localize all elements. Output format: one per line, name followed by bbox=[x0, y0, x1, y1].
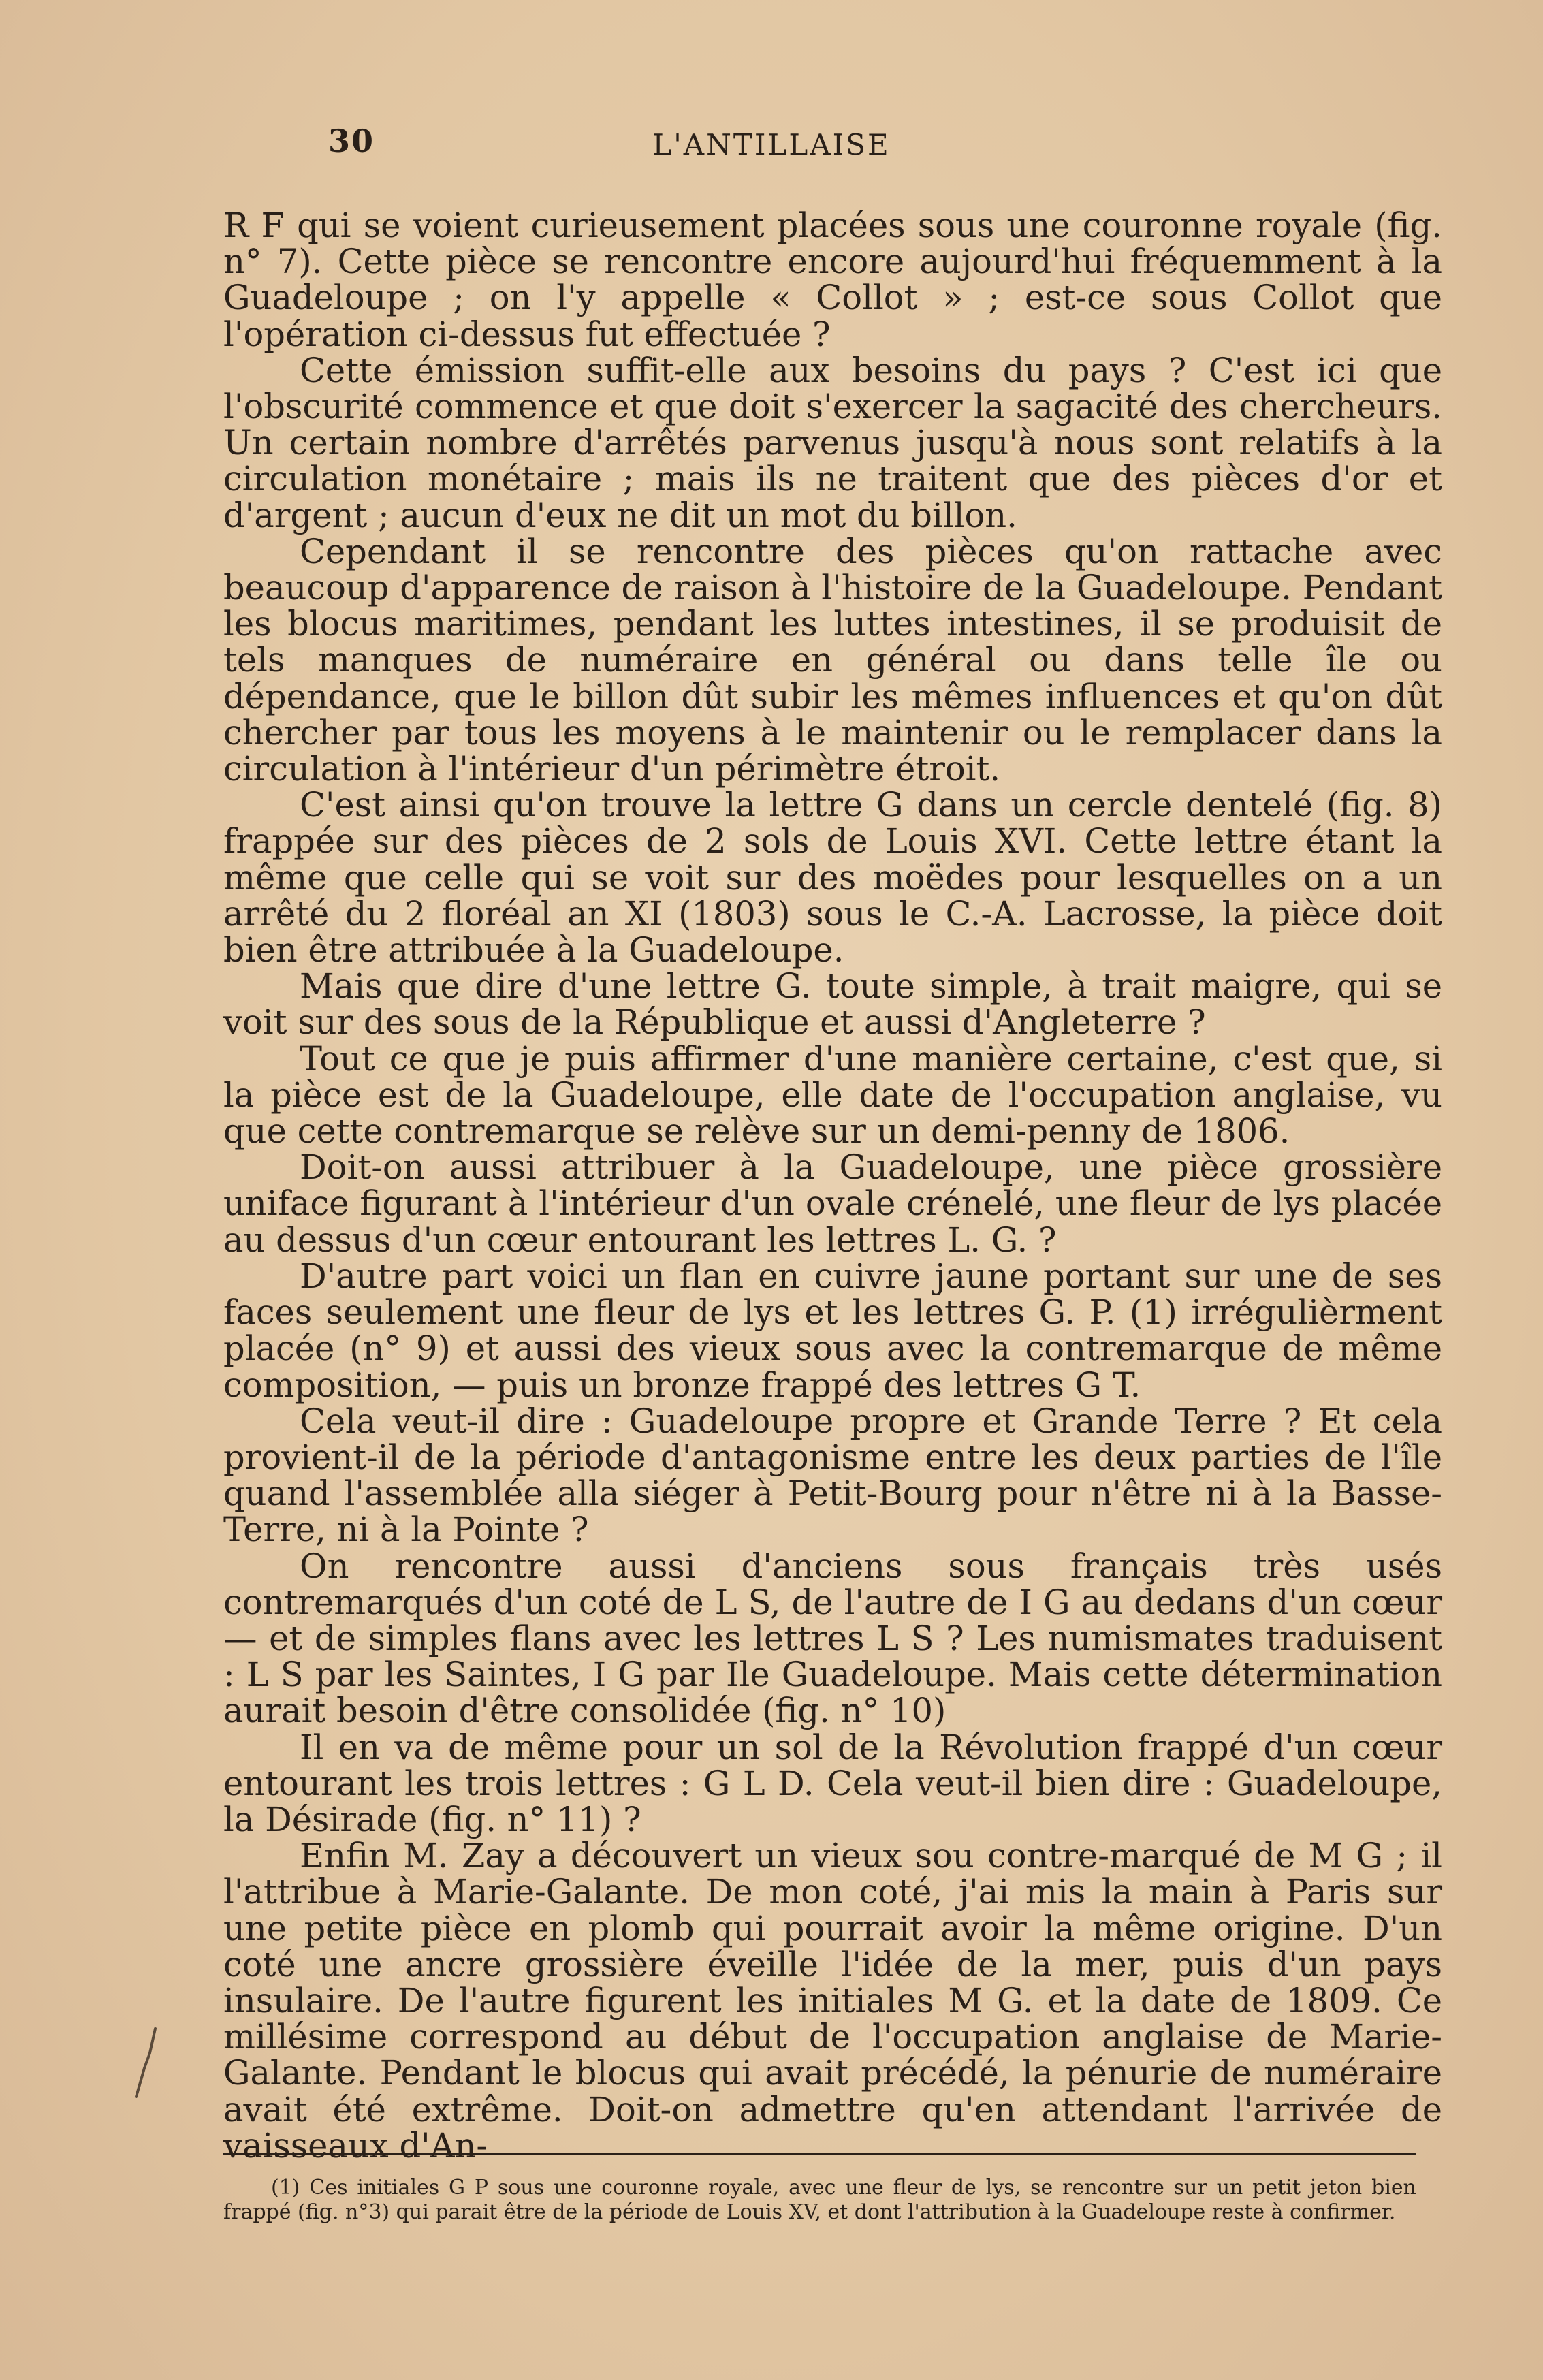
paragraph: C'est ainsi qu'on trouve la lettre G dans un cercle dentelé (fig. 8) frappée sur des pièces de 2 sols de Louis XVI. Cette lettre étant la même que celle qui se voit sur des moëdes pour lesquelles on a un arrêté du 2 floréal an XI (1803) sous le C.-A. Lacrosse, la pièce doit bien être attribuée à la Guadeloupe. bbox=[223, 785, 1442, 970]
paragraph: Cette émission suffit-elle aux besoins du pays ? C'est ici que l'obscurité commence et que doit s'exercer la sagacité des chercheurs. Un certain nombre d'arrêtés parvenus jusqu'à nous sont relatifs à la circulation monétaire ; mais ils ne traitent que des pièces d'or et d'argent ; aucun d'eux ne dit un mot du billon. bbox=[223, 350, 1442, 535]
paragraph: Enfin M. Zay a découvert un vieux sou contre-marqué de M G ; il l'attribue à Marie-Galante. De mon coté, j'ai mis la main à Paris sur une petite pièce en plomb qui pourrait avoir la même origine. D'un coté une ancre grossière éveille l'idée de la mer, puis d'un pays insulaire. De l'autre figurent les initiales M G. et la date de 1809. Ce millésime correspond au début de l'occupation anglaise de Marie-Galante. Pendant le blocus qui avait précédé, la pénurie de numéraire avait été extrême. Doit-on admettre qu'en attendant l'arrivée de vaisseaux d'An- bbox=[223, 1836, 1442, 2165]
body-text bbox=[223, 208, 1442, 2164]
pencil-mark-icon bbox=[129, 2026, 163, 2101]
paragraph: Il en va de même pour un sol de la Révolution frappé d'un cœur entourant les trois lettres : G L D. Cela veut-il bien dire : Guadeloupe, la Désirade (fig. n° 11) ? bbox=[223, 1727, 1442, 1839]
paragraph: Mais que dire d'une lettre G. toute simple, à trait maigre, qui se voit sur des sous de la République et aussi d'Angleterre ? bbox=[223, 966, 1442, 1043]
paragraph: Cependant il se rencontre des pièces qu'on rattache avec beaucoup d'apparence de raison à l'histoire de la Guadeloupe. Pendant les blocus maritimes, pendant les luttes intestines, il se produisit de tels manques de numéraire en général ou dans telle île ou dépendance, que le billon dût subir les mêmes influences et qu'on dût chercher par tous les moyens à le maintenir ou le remplacer dans la circulation à l'intérieur d'un périmètre étroit. bbox=[223, 531, 1442, 789]
footnote-divider bbox=[223, 2153, 1416, 2155]
paragraph: On rencontre aussi d'anciens sous français très usés contremarqués d'un coté de L S, de l'autre de I G au dedans d'un cœur — et de simples flans avec les lettres L S ? Les numismates traduisent : L S par les Saintes, I G par Ile Guadeloupe. Mais cette détermination aurait besoin d'être consolidée (fig. n° 10) bbox=[223, 1546, 1442, 1731]
paragraph: Doit-on aussi attribuer à la Guadeloupe, une pièce grossière uniface figurant à l'intérieur d'un ovale crénelé, une fleur de lys placée au dessus d'un cœur entourant les lettres L. G. ? bbox=[223, 1147, 1442, 1260]
running-title: L'ANTILLAISE bbox=[652, 128, 891, 161]
paragraph: D'autre part voici un flan en cuivre jaune portant sur une de ses faces seulement une fleur de lys et les lettres G. P. (1) irrégulièrment placée (n° 9) et aussi des vieux sous avec la contremarque de même composition, — puis un bronze frappé des lettres G T. bbox=[223, 1256, 1442, 1405]
paragraph: Tout ce que je puis affirmer d'une manière certaine, c'est que, si la pièce est de la Guadeloupe, elle date de l'occupation anglaise, vu que cette contremarque se relève sur un demi-penny de 1806. bbox=[223, 1038, 1442, 1152]
paragraph: R F qui se voient curieusement placées sous une couronne royale (fig. n° 7). Cette pièce se rencontre encore aujourd'hui fréquemment à la Guadeloupe ; on l'y appelle « Collot » ; est-ce sous Collot que l'opération ci-dessus fut effectuée ? bbox=[223, 206, 1442, 354]
footnote bbox=[223, 2176, 1416, 2225]
paragraph: Cela veut-il dire : Guadeloupe propre et Grande Terre ? Et cela provient-il de la période d'antagonisme entre les deux parties de l'île quand l'assemblée alla siéger à Petit-Bourg pour n'être ni à la Basse-Terre, ni à la Pointe ? bbox=[223, 1401, 1442, 1550]
page-number: 30 bbox=[328, 123, 375, 159]
footnote-text: (1) Ces initiales G P sous une couronne royale, avec une fleur de lys, se rencontre sur un petit jeton bien frappé (fig. n°3) qui parait être de la période de Louis XV, et dont l'attribution à la Guadeloupe reste à confirmer. bbox=[223, 2176, 1416, 2224]
